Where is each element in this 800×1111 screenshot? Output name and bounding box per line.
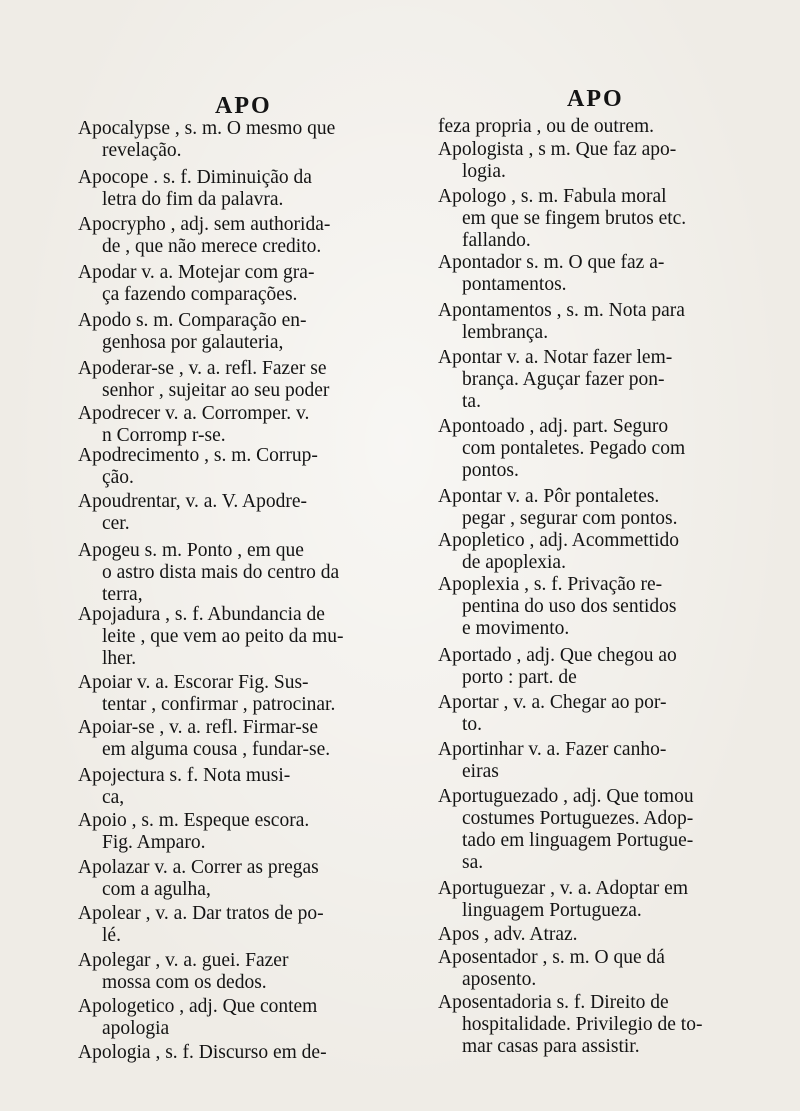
entry-headline: Aportuguezado , adj. Que tomou	[438, 786, 694, 807]
entry-continuation: linguagem Portugueza.	[462, 900, 642, 921]
entry-headline: Apopletico , adj. Acommettido	[438, 530, 679, 551]
entry-headline: Apoiar v. a. Escorar Fig. Sus-	[78, 672, 309, 693]
entry-headline: Apos , adv. Atraz.	[438, 924, 578, 945]
entry-continuation: eiras	[462, 761, 499, 782]
dictionary-entry	[438, 139, 676, 183]
dictionary-entry	[78, 310, 307, 354]
entry-continuation: lé.	[102, 925, 121, 946]
entry-continuation: tentar , confirmar , patrocinar.	[102, 694, 336, 715]
dictionary-entry	[78, 118, 335, 162]
dictionary-entry	[438, 186, 686, 252]
entry-continuation: de apoplexia.	[462, 552, 566, 573]
dictionary-entry	[78, 167, 312, 211]
entry-headline: Apolazar v. a. Correr as pregas	[78, 857, 319, 878]
dictionary-entry	[78, 358, 329, 402]
dictionary-entry	[78, 214, 330, 258]
entry-headline: Apodo s. m. Comparação en-	[78, 310, 307, 331]
dictionary-entry	[78, 445, 318, 489]
dictionary-entry	[438, 992, 702, 1058]
entry-continuation: em alguma cousa , fundar-se.	[102, 739, 331, 760]
entry-continuation: pentina do uso dos sentidos	[462, 596, 677, 617]
entry-headline: Apodrecimento , s. m. Corrup-	[78, 445, 318, 466]
dictionary-entry	[438, 924, 578, 946]
dictionary-entry	[78, 672, 335, 716]
entry-continuation: terra,	[102, 584, 143, 605]
dictionary-entry	[438, 786, 694, 874]
entry-continuation: lembrança.	[462, 322, 549, 343]
dictionary-entry	[78, 810, 309, 854]
dictionary-entry	[438, 574, 677, 640]
entry-continuation: lher.	[102, 648, 137, 669]
entry-continuation: to.	[462, 714, 483, 735]
entry-headline: Apojadura , s. f. Abundancia de	[78, 604, 325, 625]
dictionary-entry	[438, 252, 664, 296]
dictionary-entry	[78, 262, 314, 306]
left-column-header: APO	[215, 93, 272, 119]
dictionary-entry	[438, 645, 677, 689]
dictionary-entry	[438, 878, 688, 922]
entry-continuation: mossa com os dedos.	[102, 972, 267, 993]
entry-continuation: cer.	[102, 513, 130, 534]
entry-continuation: letra do fim da palavra.	[102, 189, 284, 210]
entry-headline: Apologetico , adj. Que contem	[78, 996, 318, 1017]
entry-headline: Apontoado , adj. part. Seguro	[438, 416, 669, 437]
entry-continuation: hospitalidade. Privilegio de to-	[462, 1014, 703, 1035]
entry-continuation: senhor , sujeitar ao seu poder	[102, 380, 330, 401]
dictionary-entry	[78, 765, 290, 809]
entry-continuation: ça fazendo comparações.	[102, 284, 298, 305]
dictionary-entry	[438, 739, 666, 783]
entry-continuation: brança. Aguçar fazer pon-	[462, 369, 665, 390]
entry-headline: Apoio , s. m. Espeque escora.	[78, 810, 310, 831]
dictionary-entry	[438, 486, 678, 530]
dictionary-entry	[438, 530, 679, 574]
entry-headline: Apoudrentar, v. a. V. Apodre-	[78, 491, 308, 512]
entry-headline: Apocrypho , adj. sem authorida-	[78, 214, 331, 235]
entry-continuation: ta.	[462, 391, 481, 412]
dictionary-entry	[78, 491, 307, 535]
dictionary-entry	[78, 903, 324, 947]
entry-continuation: em que se fingem brutos etc.	[462, 208, 687, 229]
entry-continuation: com a agulha,	[102, 879, 211, 900]
entry-headline: Apodrecer v. a. Corromper. v.	[78, 403, 310, 424]
entry-headline: Apolear , v. a. Dar tratos de po-	[78, 903, 324, 924]
entry-headline: feza propria , ou de outrem.	[438, 116, 655, 137]
entry-headline: Apontar v. a. Notar fazer lem-	[438, 347, 673, 368]
entry-headline: Aportinhar v. a. Fazer canho-	[438, 739, 667, 760]
entry-continuation: sa.	[462, 852, 484, 873]
dictionary-entry	[78, 950, 288, 994]
entry-headline: Apocalypse , s. m. O mesmo que	[78, 118, 336, 139]
entry-headline: Aposentadoria s. f. Direito de	[438, 992, 669, 1013]
dictionary-entry	[438, 300, 685, 344]
entry-headline: Aportuguezar , v. a. Adoptar em	[438, 878, 688, 899]
entry-continuation: pegar , segurar com pontos.	[462, 508, 678, 529]
entry-continuation: fallando.	[462, 230, 531, 251]
entry-headline: Apologia , s. f. Discurso em de-	[78, 1042, 327, 1063]
dictionary-entry	[78, 1042, 327, 1064]
entry-headline: Aportado , adj. Que chegou ao	[438, 645, 677, 666]
entry-continuation: porto : part. de	[462, 667, 577, 688]
dictionary-entry	[438, 947, 665, 991]
entry-headline: Apontador s. m. O que faz a-	[438, 252, 665, 273]
entry-continuation: pontos.	[462, 460, 519, 481]
entry-continuation: leite , que vem ao peito da mu-	[102, 626, 344, 647]
right-column-header: APO	[567, 86, 624, 112]
entry-headline: Apodar v. a. Motejar com gra-	[78, 262, 315, 283]
dictionary-entry	[438, 116, 654, 138]
entry-headline: Apologista , s m. Que faz apo-	[438, 139, 677, 160]
entry-continuation: o astro dista mais do centro da	[102, 562, 340, 583]
entry-headline: Apontar v. a. Pôr pontaletes.	[438, 486, 660, 507]
dictionary-entry	[78, 857, 319, 901]
entry-continuation: tado em linguagem Portugue-	[462, 830, 694, 851]
entry-headline: Apolegar , v. a. guei. Fazer	[78, 950, 289, 971]
entry-continuation: com pontaletes. Pegado com	[462, 438, 686, 459]
dictionary-entry	[438, 416, 685, 482]
dictionary-entry	[438, 347, 672, 413]
entry-continuation: n Corromp r-se.	[102, 425, 226, 446]
dictionary-entry	[78, 540, 339, 606]
entry-headline: Apocope . s. f. Diminuição da	[78, 167, 312, 188]
entry-headline: Apontamentos , s. m. Nota para	[438, 300, 685, 321]
entry-continuation: aposento.	[462, 969, 537, 990]
entry-headline: Apoiar-se , v. a. refl. Firmar-se	[78, 717, 318, 738]
dictionary-entry	[438, 692, 666, 736]
entry-headline: Aportar , v. a. Chegar ao por-	[438, 692, 667, 713]
dictionary-entry	[78, 717, 330, 761]
entry-headline: Apoderar-se , v. a. refl. Fazer se	[78, 358, 327, 379]
entry-continuation: revelação.	[102, 140, 182, 161]
entry-continuation: costumes Portuguezes. Adop-	[462, 808, 694, 829]
entry-headline: Apojectura s. f. Nota musi-	[78, 765, 291, 786]
entry-continuation: e movimento.	[462, 618, 570, 639]
entry-continuation: Fig. Amparo.	[102, 832, 206, 853]
entry-continuation: ção.	[102, 467, 134, 488]
entry-continuation: mar casas para assistir.	[462, 1036, 640, 1057]
entry-headline: Apoplexia , s. f. Privação re-	[438, 574, 663, 595]
dictionary-entry	[78, 403, 309, 447]
entry-headline: Aposentador , s. m. O que dá	[438, 947, 665, 968]
entry-continuation: de , que não merece credito.	[102, 236, 322, 257]
entry-continuation: pontamentos.	[462, 274, 567, 295]
entry-headline: Apologo , s. m. Fabula moral	[438, 186, 667, 207]
entry-continuation: ca,	[102, 787, 125, 808]
entry-continuation: genhosa por galauteria,	[102, 332, 284, 353]
entry-headline: Apogeu s. m. Ponto , em que	[78, 540, 304, 561]
dictionary-entry	[78, 604, 344, 670]
dictionary-entry	[78, 996, 317, 1040]
entry-continuation: apologia	[102, 1018, 170, 1039]
entry-continuation: logia.	[462, 161, 506, 182]
